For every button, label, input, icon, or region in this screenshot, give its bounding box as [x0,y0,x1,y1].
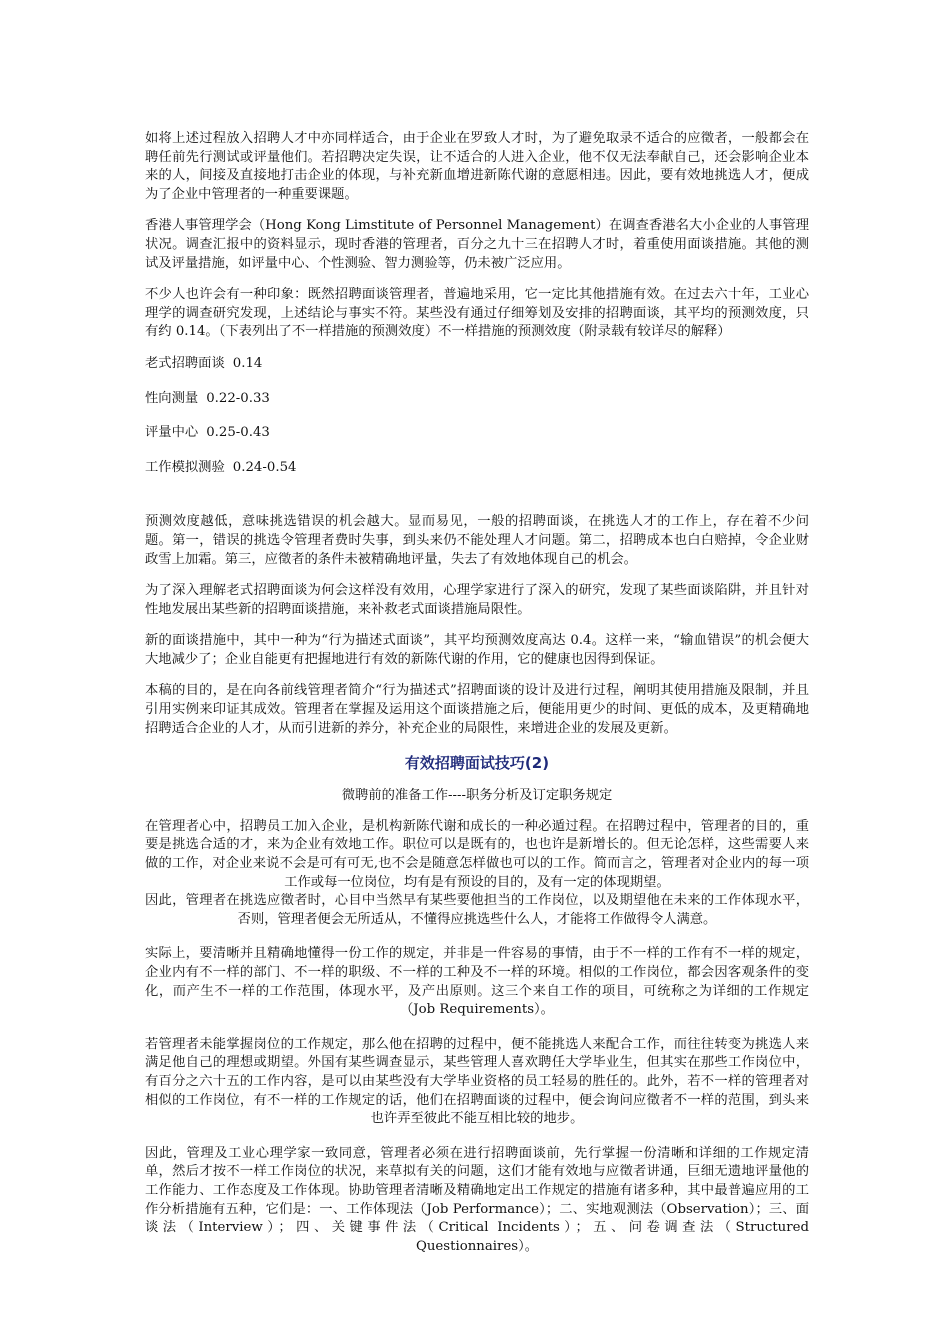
section-paragraph-1a: 在管理者心中，招聘员工加入企业，是机构新陈代谢和成长的一种必遁过程。在招聘过程中，管理者的目的，重要是挑选合适的才，来为企业有效地工作。职位可以是既有的，也也许是新增长的。但无论怎样，这些需要人来做的工作，对企业来说不会是可有可无,也不会是随意怎样做也可以的工作。简而言之，管理者对企业内的每一项工作或每一位岗位，均有是有预设的目的，及有一定的体现期望。 [145,818,809,890]
intro-paragraph-2: 香港人事管理学会（Hong Kong Limstitute of Personnel Management）在调查香港名大小企业的人事管理状况。调查汇报中的资料显示，现时香港的管理者，百分之九十三在招聘人才时，着重使用面谈措施。其他的测试及评量措施，如评量中心、个性测验、智力测验等，仍未被广泛应用。 [145,218,809,271]
intro-paragraph-4: 预测效度越低，意味挑选错误的机会越大。显而易见，一般的招聘面谈，在挑选人才的工作上，存在着不少问题。第一，错误的挑选令管理者费时失事，到头来仍不能处理人才问题。第二，招聘成本也白白赔掉，令企业财政雪上加霜。第三，应徵者的条件未被精确地评量，失去了有效地体现自己的机会。 [145,514,809,567]
method-item [145,390,809,409]
method-validity: 0.22-0.33 [206,390,270,406]
section-paragraph-3: 若管理者未能掌握岗位的工作规定，那么他在招聘的过程中，便不能挑选人来配合工作，而往往转变为挑选人来满足他自己的理想或期望。外国有某些调查显示，某些管理人喜欢聘任大学毕业生，但其实在那些工作岗位中，有百分之六十五的工作内容，是可以由某些没有大学毕业资格的员工轻易的胜任的。此外，若不一样的管理者对相似的工作岗位，有不一样的工作规定的话，他们在招聘面谈的过程中，便会询问应徵者不一样的范围，到头来也许弄至彼此不能互相比较的地步。 [145,1036,809,1127]
intro-paragraph-7: 本稿的目的，是在向各前线管理者简介“行为描述式”招聘面谈的设计及进行过程，阐明其使用措施及限制，并且引用实例来印证其成效。管理者在掌握及运用这个面谈措施之后，便能用更少的时间、更低的成本，及更精确地招聘适合企业的人才，从而引进新的养分，补充企业的局限性，来增进企业的发展及更新。 [145,683,809,736]
method-item [145,459,809,478]
method-name: 工作模拟测验 [145,459,225,475]
section-subtitle: 微聘前的准备工作----职务分析及订定职务规定 [341,788,613,804]
section-paragraph-2: 实际上，要清晰并且精确地懂得一份工作的规定，并非是一件容易的事情，由于不一样的工作有不一样的规定，企业内有不一样的部门、不一样的职级、不一样的工种及不一样的环境。相似的工作岗位，都会因客观条件的变化，而产生不一样的工作范围，体现水平，及产出原则。这三个来自工作的项目，可统称之为详细的工作规定（Job Requirements）。 [145,946,809,1018]
intro-paragraph-1: 如将上述过程放入招聘人才中亦同样适合，由于企业在罗致人才时，为了避免取录不适合的应徵者，一般都会在聘任前先行测试或评量他们。若招聘决定失误，让不适合的人进入企业，他不仅无法奉献自己，还会影响企业本来的人，间接及直接地打击企业的体现，与补充新血增进新陈代谢的意愿相违。因此，要有效地挑选人才，便成为了企业中管理者的一种重要课题。 [145,131,809,202]
spacer [145,493,809,513]
method-validity: 0.24-0.54 [232,459,297,475]
section-paragraph-4: 因此，管理及工业心理学家一致同意，管理者必须在进行招聘面谈前，先行掌握一份清晰和详细的工作规定清单，然后才按不一样工作岗位的状况，来草拟有关的问题，这们才能有效地与应徵者讲通，巨细无遗地评量他的工作能力、工作态度及工作体现。协助管理者清晰及精确地定出工作规定的措施有诸多种，其中最普遍应用的工作分析措施有五种，它们是：一、工作体现法（Job Performance）；二、实地观测法（Observation）；三、面谈法（Interview）；四、关键事件法（Critical Incidents）；五、问卷调查法（Structured Questionnaires）。 [145,1145,809,1254]
method-item [145,355,809,374]
section-paragraph-1b: 因此，管理者在挑选应徵者时，心目中当然早有某些要他担当的工作岗位，以及期望他在未来的工作体现水平，否则，管理者便会无所适从，不懂得应挑选些什么人，才能将工作做得令人满意。 [145,893,809,927]
intro-paragraph-3: 不少人也许会有一种印象：既然招聘面谈管理者，普遍地采用，它一定比其他措施有效。在过去六十年，工业心理学的调查研究发现，上述结论与事实不符。某些没有通过仔细筹划及安排的招聘面谈，其平均的预测效度，只有约 0.14。（下表列出了不一样措施的预测效度）不一样措施的预测效度（附录载有较详尽的解释） [145,287,809,340]
method-name: 老式招聘面谈 [145,355,225,371]
section-title: 有效招聘面试技巧(2) [404,754,550,773]
document-page [145,130,809,1272]
method-validity: 0.14 [232,355,263,371]
intro-paragraph-6: 新的面谈措施中，其中一种为“行为描述式面谈”，其平均预测效度高达 0.4。这样一来，“输血错误”的机会便大大地减少了；企业自能更有把握地进行有效的新陈代谢的作用，它的健康也因得到保证。 [145,633,809,667]
method-name: 性向测量 [145,390,199,406]
intro-paragraph-5: 为了深入理解老式招聘面谈为何会这样没有效用，心理学家进行了深入的研究，发现了某些面谈陷阱，并且针对性地发展出某些新的招聘面谈措施，来补救老式面谈措施局限性。 [145,583,809,617]
section-paragraph-1 [145,818,809,930]
method-validity: 0.25-0.43 [206,425,270,441]
method-name: 评量中心 [145,425,199,441]
method-item [145,424,809,443]
